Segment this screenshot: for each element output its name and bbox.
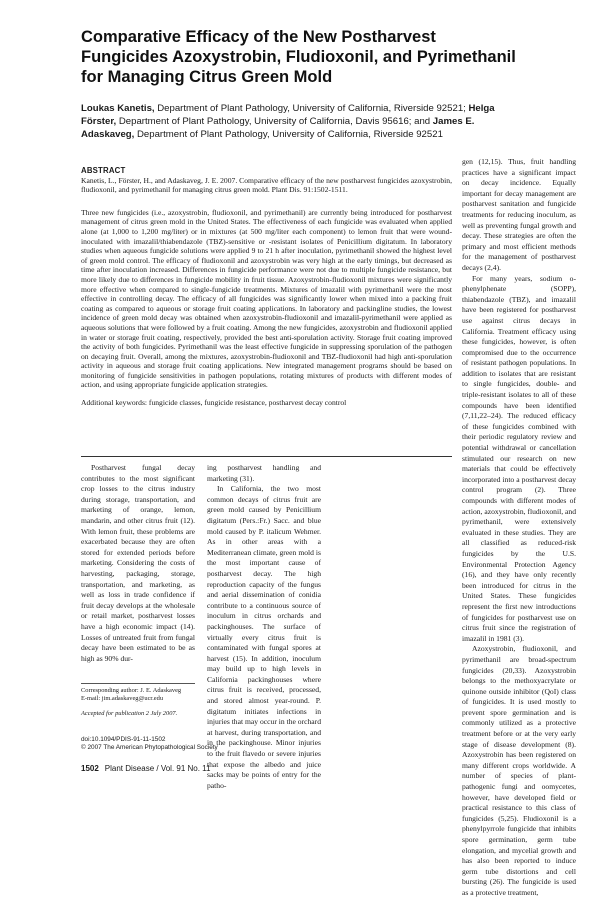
copyright-line: © 2007 The American Phytopathological Society: [81, 744, 218, 752]
abstract-citation: Kanetis, L., Förster, H., and Adaskaveg, J. E. 2007. Comparative efficacy of the new postharvest fungicides azoxystrobin, fludioxonil, and pyrimethanil for managing citrus green mold. Plant Dis. 91:1502-1511.: [81, 175, 452, 195]
paragraph: gen (12,15). Thus, fruit handling practices have a significant impact on decay incidence. Equally important for decay management are postharvest sanitation and fungicide treatments for reducing inoculum, as well as preventing fungal growth and decay. These strategies are often the primary and most efficient methods for the management of postharvest decays (2,4).: [462, 157, 576, 272]
paragraph: Postharvest fungal decay contributes to the most significant crop losses to the citrus industry during storage, transportation, and marketing of orange, lemon, mandarin, and other citrus fruit (12). With lemon fruit, these problems are exacerbated because they are often stored for extended periods before marketing. Considering the costs of harvesting, packaging, storage, transportation, and marketing, as well as loss in trade confidence if fruit decay develops at the wholesale or retail market, postharvest losses have a high economic impact (14). Losses of untreated fruit from fungal decay have been estimated to be as high as 90% dur-: [81, 463, 195, 663]
body-column-2: [207, 463, 321, 791]
author-name: Loukas Kanetis,: [81, 103, 155, 114]
paragraph: For many years, sodium o-phenylphenate (SOPP), thiabendazole (TBZ), and imazalil have been registered for postharvest use against citrus decays in California. Treatment efficacy using these fungicides, however, is often compromised due to the occurrence of resistant pathogen populations. In addition to isolates that are resistant to single fungicides, double- and triple-resistant isolates to all of these compounds have been identified (7,11,22–24). The reduced efficacy of these fungicides combined with their periodic regulatory review and potential withdrawal or cancellation stimulated our research on new materials that could be effectively incorporated into a postharvest decay control program (2). Three compounds with different modes of action, azoxystrobin, fludioxonil, and pyrimethanil, were extensively evaluated in these studies. They are all classified as reduced-risk fungicides by the U.S. Environmental Protection Agency (16), and they have only recently been introduced for citrus in the United States. These fungicides represent the first new introductions of fungicides for postharvest use on citrus fruit since the registration of imazalil in 1981 (3).: [462, 273, 576, 643]
body-column-3: [462, 157, 576, 899]
abstract-body: Three new fungicides (i.e., azoxystrobin, fludioxonil, and pyrimethanil) are currently being introduced for postharvest management of citrus green mold in the United States. The effectiveness of each fungicide was evaluated when applied alone (at 1,000 to 1,200 mg/liter) or in mixtures (at 500 mg/liter each component) to lemon fruit that were wound-inoculated with imazalil/thiabendazole (TBZ)-sensitive or -resistant isolates of Penicillium digitatum. In laboratory studies when aqueous fungicide solutions were applied 9 to 21 h after inoculation, pyrimethanil showed the highest level of green mold control. The efficacy of fludioxonil and azoxystrobin was very high at the early timings, but decreased as time after inoculation increased. Differences in fungicide performance were not due to multiple fungicide resistance, but more likely due to differences in fungicide mobility in fruit tissue. Azoxystrobin-fludioxonil mixtures were significantly more effective when compared to single-fungicide treatments. Mixtures of imazalil with pyrimethanil were the most effective in controlling decay. The efficacy of all fungicides was significantly lower when mixed into a packing fruit coating as compared to aqueous or storage fruit coating applications. In laboratory and packingline studies, the lowest incidence of green mold decay was obtained when azoxystrobin-fludioxonil and imazalil-pyrimethanil were applied as aqueous solutions that were followed by a fruit coating. Among the new fungicides, azoxystrobin and fludioxonil applied in water or storage fruit coating, respectively, provided the best anti-sporulation activity. Storage fruit coating improved the activity of both fungicides. Pyrimethanil was the least effective fungicide in suppressing sporulation of the pathogen on decaying fruit. Overall, among the mixtures, azoxystrobin-fludioxonil and TBZ-fludioxonil had high anti-sporulation activity in aqueous and storage fruit coating applications. New integrated management programs should be based on monitoring of fungicide sensitivities in pathogen populations, rotating mixtures of products with different modes of action, and using appropriate fungicide application strategies.: [81, 207, 452, 390]
paragraph: ing postharvest handling and marketing (31).: [207, 463, 321, 483]
doi-block: [81, 736, 218, 752]
paragraph: In California, the two most common decays of citrus fruit are green mold caused by Penicillium digitatum (Pers.:Fr.) Sacc. and blue mold caused by P. italicum Wehmer. As in other areas with a Mediterranean climate, green mold is the most important cause of postharvest decay. The high reproduction capacity of the fungus and aerial dissemination of conidia contribute to a continuous source of inoculum in citrus orchards and packinghouses. The surface of virtually every citrus fruit is contaminated with fungal spores at harvest (15). In addition, inoculum may build up to high levels in California packinghouses where citrus fruit is received, processed, and stored almost year-round. P. digitatum initiates infections in injuries that may occur in the orchard at harvest, during transportation, and in the packinghouse. Minor injuries to the fruit flavedo or severe injuries that expose the albedo and juice sacks may be points of entry for the patho-: [207, 484, 321, 790]
article-title: Comparative Efficacy of the New Postharvest Fungicides Azoxystrobin, Fludioxonil, and Pyrimethanil for Managing Citrus Green Mold: [81, 28, 516, 86]
corresponding-author: Corresponding author: J. E. Adaskaveg: [81, 687, 182, 694]
author-affiliation: Department of Plant Pathology, University of California, Davis 95616; and: [116, 116, 433, 127]
section-divider: [81, 456, 452, 457]
abstract-keywords: Additional keywords: fungicide classes, fungicide resistance, postharvest decay control: [81, 398, 347, 408]
author-affiliation: Department of Plant Pathology, University of California, Riverside 92521;: [154, 103, 469, 114]
doi-line[interactable]: doi:10.1094/PDIS-91-11-1502: [81, 736, 166, 743]
paragraph: Azoxystrobin, fludioxonil, and pyrimethanil are broad-spectrum fungicides (20,33). Azoxystrobin belongs to the methoxyacrylate or quinone outside inhibitor (QoI) class of fungicides. It is used mostly to prevent spore germination and is commonly utilized as a protective treatment before or at the very early stage of disease development (8). Azoxystrobin has been registered on many different crops worldwide. A number of species of plant-pathogenic fungi and oomycetes, however, have developed field or practical resistance to this class of fungicides (5,25). Fludioxonil is a phenylpyrrole fungicide that inhibits spore germination, germ tube elongation, and mycelial growth and has also been reported to induce germ tube distortions and cell bursting (26). The fungicide is used as a protective treatment,: [462, 644, 576, 897]
author-name: Helga Förster,: [81, 103, 495, 127]
page-number: 1502: [81, 764, 99, 773]
author-list: [81, 102, 526, 141]
abstract: [81, 166, 452, 408]
body-column-1: [81, 463, 195, 664]
journal-info: Plant Disease / Vol. 91 No. 11: [104, 764, 211, 773]
page-footer: [81, 764, 211, 773]
author-name: James E. Adaskaveg,: [81, 116, 475, 140]
email-line[interactable]: E-mail: jim.adaskaveg@ucr.edu: [81, 695, 164, 703]
footnote: [81, 683, 195, 718]
abstract-heading: ABSTRACT: [81, 166, 126, 175]
author-affiliation: Department of Plant Pathology, University of California, Riverside 92521: [134, 129, 443, 140]
accepted-date: Accepted for publication 2 July 2007.: [81, 709, 178, 717]
